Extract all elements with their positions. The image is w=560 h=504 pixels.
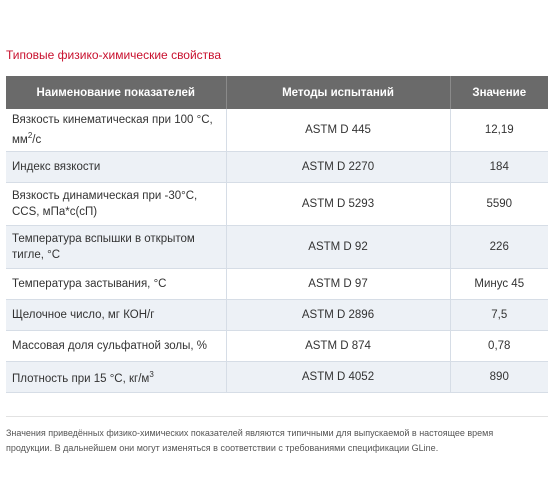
footnote — [6, 426, 546, 456]
table-row — [6, 299, 548, 330]
row-value: 12,19 — [450, 109, 548, 151]
row-method: ASTM D 874 — [226, 330, 450, 361]
row-method: ASTM D 5293 — [226, 182, 450, 225]
divider — [6, 416, 548, 417]
section-title: Типовые физико-химические свойства — [6, 48, 222, 62]
row-name: Индекс вязкости — [6, 151, 226, 182]
header-value: Значение — [450, 76, 548, 109]
row-method: ASTM D 4052 — [226, 361, 450, 392]
row-name-cell — [6, 361, 226, 392]
row-method: ASTM D 2896 — [226, 299, 450, 330]
row-name-cell — [6, 109, 226, 151]
row-value: Минус 45 — [450, 268, 548, 299]
row-method: ASTM D 445 — [226, 109, 450, 151]
row-value: 0,78 — [450, 330, 548, 361]
row-name-line2-pre: мм — [12, 133, 28, 146]
table-row — [6, 151, 548, 182]
row-method: ASTM D 92 — [226, 225, 450, 268]
row-method: ASTM D 97 — [226, 268, 450, 299]
footnote-line1: Значения приведённых физико-химических показателей являются типичными для выпускаемой в настоящее время — [6, 428, 494, 438]
table-header-row — [6, 76, 548, 109]
row-name-sup: 3 — [149, 369, 154, 379]
row-name-line2: тигле, °С — [12, 248, 61, 261]
table-row — [6, 268, 548, 299]
row-name: Температура застывания, °С — [6, 268, 226, 299]
footnote-line2: продукции. В дальнейшем они могут изменяться в соответствии с требованиями спецификации GLine. — [6, 443, 439, 453]
row-name-pre: Плотность при 15 °С, кг/м — [12, 372, 150, 385]
row-value: 7,5 — [450, 299, 548, 330]
row-name-line1: Вязкость динамическая при -30°С, — [12, 189, 198, 202]
table-row — [6, 361, 548, 392]
row-method: ASTM D 2270 — [226, 151, 450, 182]
row-name-cell — [6, 225, 226, 268]
header-method: Методы испытаний — [226, 76, 450, 109]
row-name-line2: CCS, мПа*с(сП) — [12, 205, 98, 218]
row-value: 5590 — [450, 182, 548, 225]
table-row — [6, 182, 548, 225]
row-name-line1: Вязкость кинематическая при 100 °С, — [12, 113, 213, 126]
row-value: 226 — [450, 225, 548, 268]
row-name: Массовая доля сульфатной золы, % — [6, 330, 226, 361]
row-name-line1: Температура вспышки в открытом — [12, 232, 195, 245]
header-name: Наименование показателей — [6, 76, 226, 109]
row-value: 890 — [450, 361, 548, 392]
table-row — [6, 109, 548, 151]
properties-table — [6, 76, 548, 393]
table-row — [6, 225, 548, 268]
row-name-cell — [6, 182, 226, 225]
table-row — [6, 330, 548, 361]
row-value: 184 — [450, 151, 548, 182]
row-name: Щелочное число, мг КОН/г — [6, 299, 226, 330]
row-name-sup: 2 — [27, 130, 33, 140]
row-name-line2-post: /с — [32, 133, 42, 146]
